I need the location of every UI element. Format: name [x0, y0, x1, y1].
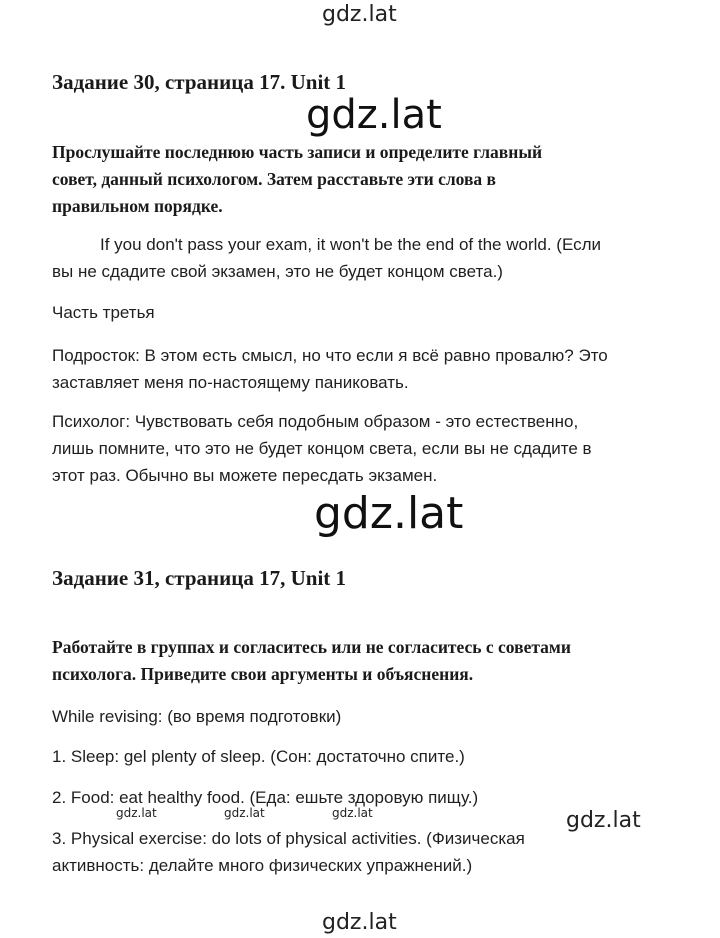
- instruction-line: Работайте в группах и согласитесь или не согласитесь с советами: [52, 637, 571, 657]
- instruction-line: Прослушайте последнюю часть записи и определите главный: [52, 142, 543, 162]
- list-item: 2. Food: eat healthy food. (Еда: ешьте здоровую пищу.): [52, 788, 479, 807]
- answer-line: вы не сдадите свой экзамен, это не будет концом света.): [52, 262, 503, 281]
- task-30-instruction: [52, 139, 672, 220]
- watermark-top: gdz.lat: [322, 2, 397, 27]
- list-item-continuation: активность: делайте много физических упражнений.): [52, 856, 473, 875]
- task-31-heading: Задание 31, страница 17, Unit 1: [52, 566, 347, 590]
- instruction-line: совет, данный психологом. Затем расставьте эти слова в: [52, 169, 497, 189]
- psych-line: этот раз. Обычно вы можете пересдать экзамен.: [52, 466, 438, 485]
- watermark-right: gdz.lat: [566, 808, 641, 833]
- watermark-small-1: gdz.lat: [116, 806, 157, 820]
- teen-line: заставляет меня по-настоящему паниковать.: [52, 373, 409, 392]
- watermark-bottom: gdz.lat: [322, 910, 397, 935]
- psych-line: лишь помните, что это не будет концом света, если вы не сдадите в: [52, 439, 592, 458]
- part-label: Часть третья: [52, 303, 155, 322]
- revising-intro: While revising: (во время подготовки): [52, 707, 342, 726]
- instruction-line: психолога. Приведите свои аргументы и объяснения.: [52, 664, 474, 684]
- list-item: 3. Physical exercise: do lots of physical activities. (Физическая: [52, 829, 525, 848]
- instruction-line: правильном порядке.: [52, 196, 223, 216]
- watermark-large-1: gdz.lat: [306, 92, 442, 138]
- list-item: 1. Sleep: gel plenty of sleep. (Сон: достаточно спите.): [52, 747, 465, 766]
- psych-line: Психолог: Чувствовать себя подобным образом - это естественно,: [52, 412, 579, 431]
- watermark-small-2: gdz.lat: [224, 806, 265, 820]
- watermark-small-3: gdz.lat: [332, 806, 373, 820]
- task-31-instruction: [52, 634, 672, 688]
- teen-line: Подросток: В этом есть смысл, но что если я всё равно провалю? Это: [52, 346, 608, 365]
- watermark-large-2: gdz.lat: [314, 488, 464, 539]
- answer-line: If you don't pass your exam, it won't be the end of the world. (Если: [100, 235, 602, 254]
- task-30-heading: Задание 30, страница 17. Unit 1: [52, 70, 347, 94]
